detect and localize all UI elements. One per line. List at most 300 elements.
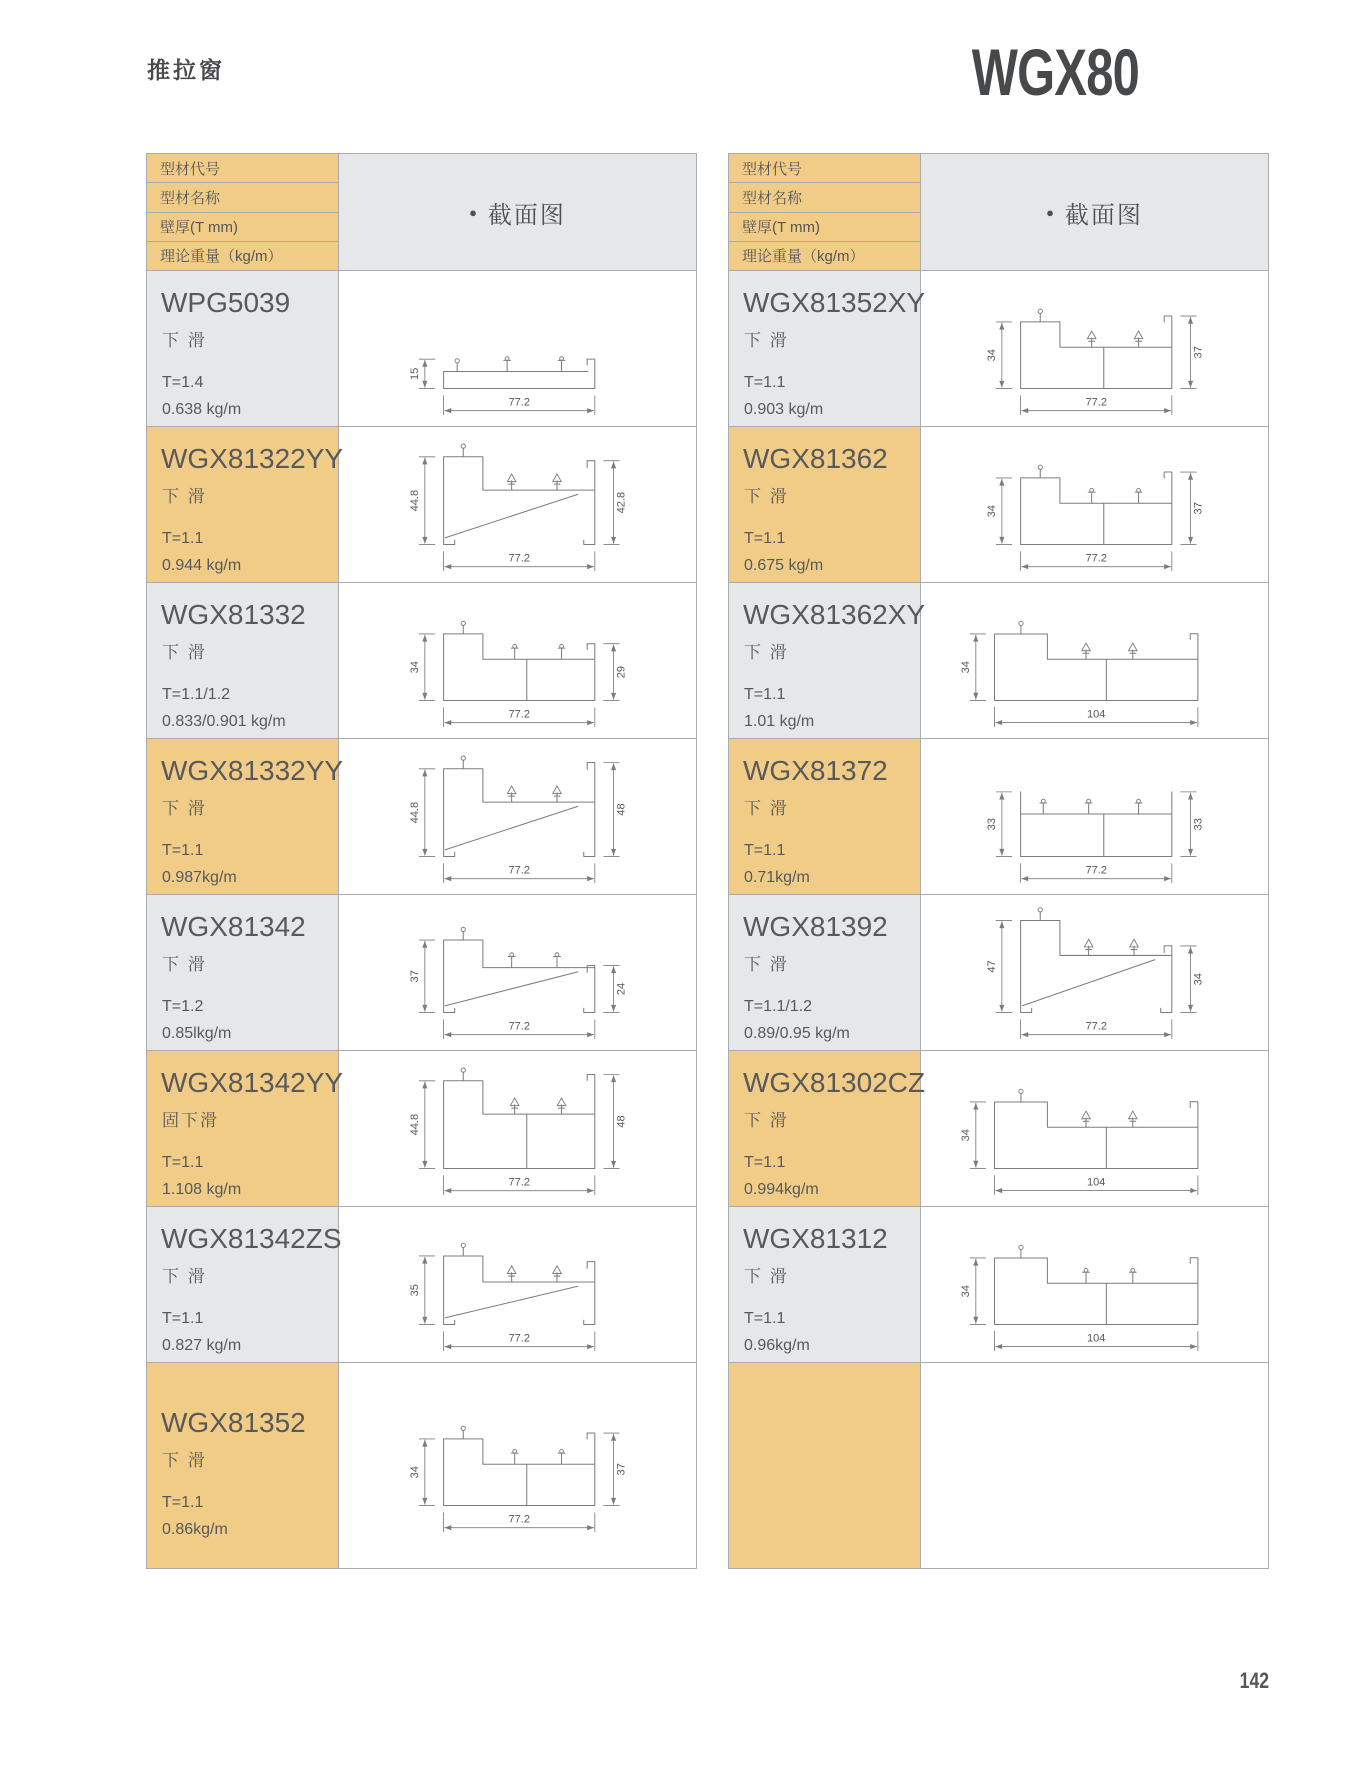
profile-section-diagram: [978, 432, 1211, 577]
dimension-label: 33: [1192, 818, 1205, 831]
dim-arrowhead: [999, 479, 1004, 486]
dimension-label: 77.2: [508, 1513, 530, 1526]
profile-meta: [162, 681, 286, 735]
profile-name: 下 滑: [744, 487, 789, 506]
profile-row: [147, 271, 696, 427]
profile-meta: [744, 369, 823, 423]
header-label-column: [147, 154, 339, 270]
profile-row: [729, 427, 1268, 583]
profile-label-cell: [147, 895, 339, 1050]
dim-arrowhead: [1021, 408, 1028, 413]
header-cell-1: 型材名称: [729, 183, 920, 212]
post-knob: [513, 644, 517, 648]
post-knob: [461, 1068, 465, 1072]
bullet-icon: ●: [469, 204, 479, 220]
profile-thickness: T=1.1: [162, 530, 204, 547]
profile-label-cell: [147, 1363, 339, 1568]
dimension-label: 35: [409, 1284, 422, 1297]
dim-arrowhead: [995, 1188, 1002, 1193]
profile-thickness: T=1.1: [162, 842, 204, 859]
profile-label-cell: [147, 583, 339, 738]
dim-arrowhead: [1188, 317, 1193, 324]
post-knob: [1019, 1089, 1023, 1093]
profile-weight: 0.903 kg/m: [744, 401, 824, 419]
profile-table: [728, 153, 1269, 1569]
post-knob: [1041, 799, 1045, 803]
profile-thickness: T=1.1: [162, 1310, 204, 1327]
profile-outline: [995, 1249, 1198, 1324]
dim-arrowhead: [587, 876, 594, 881]
post-knob: [461, 927, 465, 931]
post-knob: [455, 359, 459, 363]
profile-row: [147, 1207, 696, 1363]
dim-arrowhead: [444, 564, 451, 569]
dim-arrowhead: [444, 1344, 451, 1349]
dimension-label: 48: [615, 803, 628, 816]
header-cell-2: 壁厚(T mm): [147, 213, 338, 242]
profile-weight: 0.827 kg/m: [162, 1337, 242, 1355]
profile-row: [729, 1051, 1268, 1207]
profile-outline: [444, 359, 595, 388]
profile-row: [729, 1363, 1268, 1568]
profile-code: WGX81312: [743, 1223, 888, 1254]
profile-section-diagram: [401, 1212, 634, 1357]
dim-arrowhead: [587, 408, 594, 413]
profile-thickness: T=1.1: [162, 1494, 204, 1511]
profile-outline: [444, 932, 595, 1013]
table-header: [147, 154, 696, 271]
profile-code: WGX81302CZ: [743, 1067, 926, 1098]
profile-section-diagram: [978, 276, 1211, 421]
profile-code: WGX81342ZS: [161, 1223, 342, 1254]
profile-code: WGX81332: [161, 599, 306, 630]
profile-outline: [1021, 912, 1172, 1013]
profile-meta: [162, 1149, 241, 1203]
profile-label-cell: [147, 1051, 344, 1206]
section-diagram-cell: [921, 1051, 1268, 1206]
section-diagram-cell: [921, 895, 1268, 1050]
section-diagram-cell: [921, 583, 1268, 738]
dimension-label: 37: [409, 970, 422, 983]
dim-arrowhead: [999, 323, 1004, 330]
dim-arrowhead: [611, 462, 616, 469]
profile-name: 下 滑: [162, 487, 207, 506]
profile-row: [147, 427, 696, 583]
profile-name: 下 滑: [744, 1111, 789, 1130]
dimension-label: 34: [986, 349, 999, 362]
profile-outline: [444, 448, 595, 544]
dim-arrowhead: [422, 1257, 427, 1264]
post-knob: [461, 756, 465, 760]
section-diagram-cell: [339, 895, 696, 1050]
profile-code: WGX81342: [161, 911, 306, 942]
profile-thickness: T=1.1/1.2: [162, 686, 231, 703]
dimension-label: 37: [615, 1463, 628, 1476]
profile-outline: [444, 625, 595, 700]
post-knob: [1090, 488, 1094, 492]
dim-arrowhead: [611, 693, 616, 700]
profile-label-cell: [147, 1207, 342, 1362]
dimension-label: 77.2: [1085, 864, 1107, 877]
profile-outline: [1021, 313, 1172, 388]
dim-arrowhead: [587, 1344, 594, 1349]
profile-row: [147, 895, 696, 1051]
dim-arrowhead: [422, 635, 427, 642]
profile-row: [729, 739, 1268, 895]
profile-code: WGX81322YY: [161, 443, 344, 474]
dimension-label: 77.2: [1085, 396, 1107, 409]
dim-arrowhead: [995, 720, 1002, 725]
section-header-cell: [921, 154, 1268, 270]
profile-outline: [1021, 469, 1172, 544]
section-diagram-cell: [339, 1207, 696, 1362]
dim-arrowhead: [1188, 1005, 1193, 1012]
dimension-label: 34: [1192, 973, 1205, 986]
dim-arrowhead: [1190, 1188, 1197, 1193]
profile-weight: 0.833/0.901 kg/m: [162, 713, 286, 731]
profile-meta: [162, 993, 231, 1047]
dimension-label: 77.2: [508, 708, 530, 721]
dim-arrowhead: [1188, 793, 1193, 800]
section-diagram-cell: [921, 427, 1268, 582]
dim-arrowhead: [611, 1005, 616, 1012]
dim-arrowhead: [611, 645, 616, 652]
profile-thickness: T=1.1: [744, 686, 786, 703]
profile-name: 下 滑: [744, 1267, 789, 1286]
profile-meta: [162, 1305, 241, 1359]
profile-meta: [744, 993, 850, 1047]
profile-meta: [162, 837, 237, 891]
dimension-label: 77.2: [508, 396, 530, 409]
dim-arrowhead: [1164, 564, 1171, 569]
profile-meta: [162, 525, 241, 579]
profile-code: WPG5039: [161, 287, 291, 318]
dim-arrowhead: [1190, 720, 1197, 725]
profile-thickness: T=1.1: [744, 1310, 786, 1327]
dimension-label: 29: [615, 665, 628, 679]
profile-code: WGX81372: [743, 755, 888, 786]
dim-arrowhead: [1190, 1344, 1197, 1349]
post-knob: [1137, 488, 1141, 492]
profile-label-cell: [729, 739, 921, 894]
profile-label-cell: [147, 271, 339, 426]
dimension-label: 33: [986, 818, 999, 831]
post-knob: [461, 1243, 465, 1247]
dimension-label: 77.2: [1085, 552, 1107, 565]
profile-meta: [744, 837, 810, 891]
dimension-label: 77.2: [508, 864, 530, 877]
dimension-label: 47: [986, 960, 999, 973]
page-number: 142: [1239, 1668, 1270, 1693]
dim-arrowhead: [587, 720, 594, 725]
profile-row: [729, 1207, 1268, 1363]
dim-arrowhead: [611, 1434, 616, 1441]
dim-arrowhead: [1021, 1032, 1028, 1037]
profile-thickness: T=1.1: [744, 374, 786, 391]
post-knob: [1038, 465, 1042, 469]
dim-arrowhead: [422, 1082, 427, 1089]
dimension-label: 44.8: [409, 1113, 422, 1136]
section-diagram-cell: [339, 427, 696, 582]
profile-thickness: T=1.2: [162, 998, 204, 1015]
dimension-label: 34: [960, 661, 973, 674]
dim-arrowhead: [1188, 947, 1193, 954]
profile-outline: [995, 625, 1198, 700]
section-diagram-cell: [921, 271, 1268, 426]
profile-label-cell: [729, 895, 921, 1050]
header-cell-3: 理论重量（kg/m）: [729, 242, 920, 270]
dim-arrowhead: [422, 1440, 427, 1447]
profile-section-diagram: [978, 900, 1211, 1045]
dimension-label: 34: [960, 1285, 973, 1298]
series-title: WGX80: [971, 35, 1139, 109]
dim-arrowhead: [1164, 1032, 1171, 1037]
profile-thickness: T=1.1: [744, 842, 786, 859]
profile-outline: [444, 1430, 595, 1505]
dim-arrowhead: [999, 537, 1004, 544]
profile-meta: [162, 369, 241, 423]
profile-label-cell: [147, 427, 344, 582]
dim-arrowhead: [1188, 473, 1193, 480]
profile-name: 下 滑: [744, 799, 789, 818]
dimension-label: 15: [409, 367, 422, 380]
dim-arrowhead: [999, 921, 1004, 928]
profile-code: WGX81362XY: [743, 599, 926, 630]
section-diagram-cell: [339, 1363, 696, 1568]
profile-section-diagram: [401, 432, 634, 577]
section-diagram-cell: [339, 739, 696, 894]
dim-arrowhead: [973, 693, 978, 700]
profile-code: WGX81352: [161, 1407, 306, 1438]
table-header: [729, 154, 1268, 271]
profile-section-diagram: [952, 1056, 1237, 1201]
dim-arrowhead: [444, 1032, 451, 1037]
dim-arrowhead: [995, 1344, 1002, 1349]
profile-thickness: T=1.1: [744, 530, 786, 547]
profile-code: WGX81332YY: [161, 755, 344, 786]
profile-code: WGX81342YY: [161, 1067, 344, 1098]
profile-label-cell: [729, 1051, 926, 1206]
profile-row: [147, 583, 696, 739]
header-cell-1: 型材名称: [147, 183, 338, 212]
dim-arrowhead: [422, 1161, 427, 1168]
profile-row: [147, 1363, 696, 1568]
dimension-label: 37: [1192, 502, 1205, 515]
profile-code: WGX81352XY: [743, 287, 926, 318]
dimension-label: 48: [615, 1115, 628, 1128]
header-cell-0: 型材代号: [729, 154, 920, 183]
profile-code: WGX81362: [743, 443, 888, 474]
post-knob: [1137, 799, 1141, 803]
profile-row: [729, 583, 1268, 739]
post-knob: [1038, 908, 1042, 912]
dim-arrowhead: [444, 408, 451, 413]
dim-arrowhead: [611, 537, 616, 544]
profile-thickness: T=1.4: [162, 374, 204, 391]
dimension-label: 77.2: [508, 552, 530, 565]
dim-arrowhead: [422, 1005, 427, 1012]
dimension-label: 34: [409, 661, 422, 674]
dim-arrowhead: [422, 941, 427, 948]
profile-meta: [744, 525, 823, 579]
profile-meta: [162, 1489, 228, 1543]
dim-arrowhead: [587, 1188, 594, 1193]
dim-arrowhead: [422, 1317, 427, 1324]
post-knob: [1038, 309, 1042, 313]
dimension-label: 77.2: [508, 1332, 530, 1345]
dim-arrowhead: [999, 1005, 1004, 1012]
profile-meta: [744, 681, 814, 735]
section-header-label: 截面图: [1064, 201, 1143, 229]
dimension-label: 44.8: [409, 489, 422, 512]
profile-row: [147, 1051, 696, 1207]
section-diagram-cell: [339, 271, 696, 426]
post-knob: [560, 357, 564, 361]
dim-arrowhead: [1021, 876, 1028, 881]
profile-weight: 0.944 kg/m: [162, 557, 242, 575]
section-diagram-cell: [339, 1051, 696, 1206]
profile-section-diagram: [401, 744, 634, 889]
profile-weight: 1.108 kg/m: [162, 1181, 242, 1199]
dim-arrowhead: [973, 635, 978, 642]
dimension-label: 104: [1086, 708, 1106, 721]
profile-label-cell: [147, 739, 344, 894]
dim-arrowhead: [422, 381, 427, 388]
section-diagram-cell: [921, 1207, 1268, 1362]
profile-name: 下 滑: [162, 799, 207, 818]
dim-arrowhead: [422, 458, 427, 465]
post-knob: [513, 1449, 517, 1453]
post-knob: [1087, 799, 1091, 803]
dim-arrowhead: [973, 1103, 978, 1110]
dim-arrowhead: [1188, 537, 1193, 544]
profile-name: 下 滑: [744, 331, 789, 350]
header-cell-0: 型材代号: [147, 154, 338, 183]
post-knob: [1131, 1268, 1135, 1272]
header-cell-2: 壁厚(T mm): [729, 213, 920, 242]
profile-thickness: T=1.1: [162, 1154, 204, 1171]
profile-name: 下 滑: [162, 331, 207, 350]
dim-arrowhead: [444, 1525, 451, 1530]
dim-arrowhead: [611, 1161, 616, 1168]
dim-arrowhead: [587, 1032, 594, 1037]
dim-arrowhead: [444, 1188, 451, 1193]
header-label-column: [729, 154, 921, 270]
profile-outline: [995, 1093, 1198, 1168]
post-knob: [461, 444, 465, 448]
profile-section-diagram: [952, 588, 1237, 733]
profile-name: 下 滑: [162, 1267, 207, 1286]
dim-arrowhead: [1164, 876, 1171, 881]
profile-label-cell: [729, 271, 926, 426]
profile-name: 下 滑: [744, 643, 789, 662]
profile-code: WGX81392: [743, 911, 888, 942]
dim-arrowhead: [611, 1498, 616, 1505]
profile-name: 下 滑: [162, 1451, 207, 1470]
profile-name: 下 滑: [162, 955, 207, 974]
profile-section-diagram: [401, 900, 634, 1045]
profile-weight: 0.89/0.95 kg/m: [744, 1025, 850, 1043]
profile-row: [729, 271, 1268, 427]
dimension-label: 34: [409, 1466, 422, 1479]
dim-arrowhead: [422, 537, 427, 544]
dimension-label: 104: [1086, 1332, 1106, 1345]
profile-weight: 0.675 kg/m: [744, 557, 824, 575]
dim-arrowhead: [1164, 408, 1171, 413]
dimension-label: 24: [615, 982, 628, 996]
profile-section-diagram: [952, 1212, 1237, 1357]
dimension-label: 42.8: [615, 491, 628, 514]
dim-arrowhead: [444, 720, 451, 725]
dim-arrowhead: [973, 1259, 978, 1266]
profile-outline: [1021, 792, 1172, 857]
profile-weight: 0.994kg/m: [744, 1181, 819, 1199]
dim-arrowhead: [999, 381, 1004, 388]
post-knob: [1084, 1268, 1088, 1272]
post-knob: [461, 621, 465, 625]
bullet-icon: ●: [1046, 204, 1056, 220]
profile-name: 下 滑: [744, 955, 789, 974]
dimension-label: 77.2: [1085, 1020, 1107, 1033]
profile-section-diagram: [401, 588, 634, 733]
profile-weight: 0.96kg/m: [744, 1337, 810, 1355]
profile-label-cell: [729, 583, 926, 738]
dim-arrowhead: [422, 849, 427, 856]
profile-outline: [444, 760, 595, 856]
profile-label-cell: [729, 1207, 921, 1362]
profile-weight: 0.638 kg/m: [162, 401, 242, 419]
section-diagram-cell: [921, 739, 1268, 894]
table-body: [147, 271, 696, 1568]
section-diagram-cell: [339, 583, 696, 738]
profile-section-diagram: [401, 1056, 634, 1201]
profile-name: 下 滑: [162, 643, 207, 662]
profile-weight: 1.01 kg/m: [744, 713, 815, 731]
dim-arrowhead: [1021, 564, 1028, 569]
dim-arrowhead: [1188, 849, 1193, 856]
post-knob: [1019, 621, 1023, 625]
dim-arrowhead: [999, 793, 1004, 800]
dimension-label: 34: [986, 505, 999, 518]
dim-arrowhead: [422, 770, 427, 777]
dimension-label: 77.2: [508, 1176, 530, 1189]
post-knob: [1019, 1245, 1023, 1249]
post-knob: [555, 953, 559, 957]
profile-meta: [744, 1149, 819, 1203]
profile-row: [729, 895, 1268, 1051]
profile-thickness: T=1.1: [744, 1154, 786, 1171]
profile-section-diagram: [401, 1393, 634, 1538]
table-body: [729, 271, 1268, 1568]
dim-arrowhead: [1188, 381, 1193, 388]
profile-weight: 0.987kg/m: [162, 869, 237, 887]
section-header-label: 截面图: [487, 201, 566, 229]
dim-arrowhead: [587, 1525, 594, 1530]
dimension-label: 37: [1192, 346, 1205, 359]
profile-meta: [744, 1305, 810, 1359]
dim-arrowhead: [422, 693, 427, 700]
dim-arrowhead: [422, 1498, 427, 1505]
post-knob: [560, 644, 564, 648]
header-cell-3: 理论重量（kg/m）: [147, 242, 338, 270]
post-knob: [560, 1449, 564, 1453]
dimension-label: 34: [960, 1129, 973, 1142]
profile-section-diagram: [401, 276, 634, 421]
dimension-label: 77.2: [508, 1020, 530, 1033]
dim-arrowhead: [999, 849, 1004, 856]
profile-thickness: T=1.1/1.2: [744, 998, 813, 1015]
dim-arrowhead: [973, 1317, 978, 1324]
